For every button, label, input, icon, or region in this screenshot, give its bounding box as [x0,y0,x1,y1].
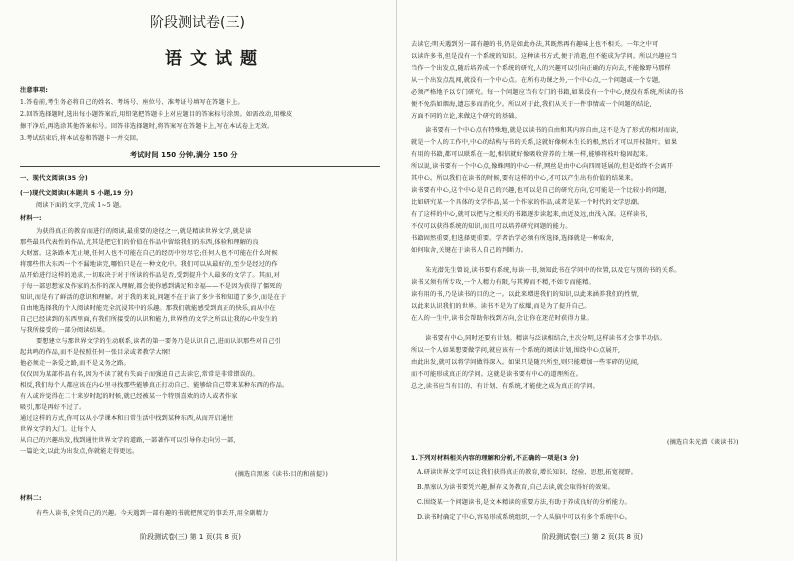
m1-line: 仅仅因为某部作品有名,因为不读了就有失面子而强迫自己去读它,常常是非常错误的。 [20,371,259,378]
m2-line: 必须严格地予以专门研究。每一个问题应当有专门的书籍,如果没有一个中心,便没有系统,所读的书 [411,89,684,96]
m1-source: (摘选自黑塞《读书:目的和前提》) [235,471,328,478]
m2-line: 读书要有中心,这个中心是自己的兴趣,也可以是自己的研究方向,它可能是一个比较小的问题, [411,187,667,194]
m2-line: 读书又须有所专攻,一个人精力有限,与其博而不精,不如专而能精。 [411,279,595,286]
m2-line: 有些人读书,全凭自己的兴趣。今天遇到一部有趣的书就把预定的事丢开,用全副精力 [36,510,269,517]
m1-line: 吸引,那是再好不过了。 [20,404,86,411]
header-rule [20,166,380,167]
m2-line: 由此出发,就可以将学问做得深入。如果只是随兴所至,则只能增加一些零碎的见闻, [411,359,640,366]
m1-line: 要想建立与那世界文学的生动联系,读者的第一要务乃是认识自己,进而认识那些对自己引 [36,338,282,345]
m2-line: 朱光潜先生曾说,读书要有系统,每读一书,须知此书在学问中的位置,以及它与别的书的关系。 [425,267,681,274]
m2-line: 总之,读书应当有目的、有计划、有系统,才能使之成为真正的学问。 [411,383,600,390]
section-heading: 一、现代文阅读(35 分) [20,175,88,182]
m2-line: 如何取舍,关键在于读书人自己的判断力。 [411,247,528,254]
page-footer: 阶段测试卷(三) 第 1 页(共 8 页) [140,533,241,541]
m2-line: 不仅可以获得系统的知识,而且可以培养研究问题的能力。 [411,223,572,230]
m2-line: 去读它;明天遇到另一部有趣的书,仍是如此办法,其既然再有趣味上也不相关。一年之中可 [411,41,659,48]
m2-line: 当作一个出发点,随后培养成一个系统的研究,人的兴趣可以引向正确的方向去,不能像野马那样 [411,65,671,72]
m1-line: 将那些伟大东西一个不漏地读完,哪怕只是在一种文化中。我们可以从最好的,至少是经过的作 [20,261,278,268]
question-1: 1.下列对材料相关内容的理解和分析,不正确的一项是(3 分) [411,455,579,462]
m1-line: 大财富。这条路本无止境,任何人也不可能在自己的经历中穷尽它;任何人也不可能在什么时候 [20,250,278,257]
option-d: D.读书时确定了中心,容易形成系统组织,一个人头脑中可以有多个系统中心。 [417,514,632,521]
option-c: C.围绕某一个问题读书,是文本精读的重要方法,有助于养成良好的分析能力。 [417,499,631,506]
m1-line: 那些最具代表性的作品,尤其是把它们的价值在作品中留给我们的东西,体验和理解的良 [20,239,259,246]
m1-line: 与我所接受的一部分阅读结果。 [20,327,109,334]
m2-line: 而不可能形成真正的学问。这就是读书要有中心的道理所在。 [411,371,583,378]
exam-title: 阶段测试卷(三) [150,15,245,31]
m2-line: 所以一个人如果想要做学问,就应该有一个系统的阅读计划,围绕中心点展开, [411,347,621,354]
m1-line: 于每一部思想家及作家的杰作的深入理解,都会使你感到满足和幸福——不是因为获得了僵死的 [20,283,282,290]
m1-line: 知识,而是有了鲜活的意识和理解。对于我的来说,问题不在于读了多少书和知道了多少,而是在于 [20,294,287,301]
m2-line: 有用的书籍,都可以联系在一起,相信就好像吸收营养的土壤一样,能够将枝叶稳固起来。 [411,151,652,158]
m1-line: 自由地选择我的个人阅读时能完全沉浸其中的乐趣。那我们就能感受到真正的快乐,而从中在 [20,305,276,312]
m2-line: 以读许多书,但是没有一个系统的知识。这种读书方式,便于消遣,但不能成为学问。所以兴趣应当 [411,53,678,60]
m2-line: 就是一个人的工作中,中心的结构与书的关系,这就好像树木生长的根,然后才可以开枝散叶。如果 [411,139,678,146]
m2-line: 读书要有中心,同时还要有计划。精读与泛读相结合,主次分明,这样读书才会事半功倍。 [425,335,666,342]
m2-line: 从一个出发点乱闯,就没有一个中心点。在所有功课之外,一个中心点,一个问题或一个专题, [411,77,661,84]
m2-line: 读有用的书,乃是读书的目的之一。以此来增进我们的知识,以此来涵养我们的性情, [411,291,640,298]
option-a: A.研读世界文学可以让我们获得真正的教育,增长知识、经验、思想,拓宽视野。 [417,469,638,476]
m1-line: 世界文学的大门。让每个人 [20,426,97,433]
m2-line: 在人的一生中,读书会帮助你找到方向,会让你在迷茫时获得力量。 [411,315,593,322]
m1-line: 品开始进行这样的追求,一切取决于对于所读的作品是否,受到提升个人最多的文学了。其而,对 [20,272,280,279]
m2-line: 所以说,读书要有一个中心点,像蛛网的中心一样,网丝是由中心向四周延展的,但是始终不会离开 [411,163,673,170]
m2-line: 方面不同的立论,来做这个研究的基础。 [411,113,521,120]
option-b: B.黑塞认为读书要凭兴趣,摒弃义务教育,自己去读,就会取得好的效果。 [417,484,614,491]
page-footer: 阶段测试卷(三) 第 2 页(共 8 页) [542,533,643,541]
time-info: 考试时间 150 分钟,满分 150 分 [130,151,238,159]
m2-line: 书籍固然重要,但选择更重要。学者治学必须有所选择,选择就是一种取舍, [411,235,614,242]
material2-label: 材料二: [20,495,42,502]
m1-line: 一篇论文,以此为出发点,你就能走得更远。 [20,448,139,455]
m2-source: (摘选自朱光潜《谈读书》) [667,439,739,446]
exam-subject: 语文试题 [165,49,265,69]
m2-line: 有了这样的中心,就可以把与之相关的书籍逐步读起来,由近及远,由浅入深。这样读书, [411,211,648,218]
instruction: 阅读下面的文字,完成 1~5 题。 [36,202,126,209]
m1-line: 为获得真正的教育而进行的阅读,最重要的途径之一,就是精读世界文学,就是读 [36,228,252,235]
notice-line: 3.考试结束后,将本试卷和答题卡一并交回。 [20,135,143,142]
m1-line: 有人或许觉得在二十来岁时起的时候,就已经被某一个特别喜欢的诗人或者作家 [20,393,238,400]
m1-line: 他必须走一条爱之路,而不是义务之路。 [20,360,130,367]
m1-line: 相反,我们每个人都应该在内心里寻找那些能够真正打动自己、能够给自己带来某种东西的作品。 [20,382,289,389]
m2-line: 其中心。所以我们在读书的时候,要有这样的中心,才可以产生出有价值的结果来。 [411,175,638,182]
m1-line: 自己已经读到的东西里面,有我们所接受的认识和能力,世界性的文学之所以让我的心中发生的 [20,316,278,323]
m1-line: 从自己的兴趣出发,找到通往世界文学的道路,一部著作可以引导你走向另一部, [20,437,236,444]
notice-line: 擦干净后,再选涂其他答案标号。回答非选择题时,将答案写在答题卡上,写在本试卷上无效。 [20,123,274,130]
notice-line: 2.回答选择题时,选出每小题答案后,用铅笔把答题卡上对应题目的答案标号涂黑。如需改动,用橡皮 [20,111,293,118]
page-2 [397,0,794,561]
m2-line: 以此来认识我们的世界。读书不是为了炫耀,而是为了提升自己。 [411,303,591,310]
m1-line: 通过这样的方式,你可以从小学课本和日常生活中找到某种东西,从而开启通往 [20,415,234,422]
notice-line: 1.答卷前,考生务必将自己的姓名、考场号、座位号、准考证号填写在答题卡上。 [20,99,244,106]
notice-title: 注意事项: [20,87,48,94]
m1-line: 起共鸣的作品,而不是按照任何一张目录或者教学大纲! [20,349,171,356]
m2-line: 便不免浩如烟海,遗忘多而消化少。所以对于此,我们从关于一件事情或一个问题的结论, [411,101,652,108]
m2-line: 比如研究某一个具体的文学作品,某一个作家的作品,或者是某一个时代的文学思潮。 [411,199,644,206]
m2-line: 读书要有一个中心点有特殊地,就是以读书的自由和其内容自由,这不是为了形式的相对而读, [425,127,679,134]
subsection-heading: (一)现代文阅读Ⅰ(本题共 5 小题,19 分) [20,190,134,197]
material1-label: 材料一: [20,215,42,222]
